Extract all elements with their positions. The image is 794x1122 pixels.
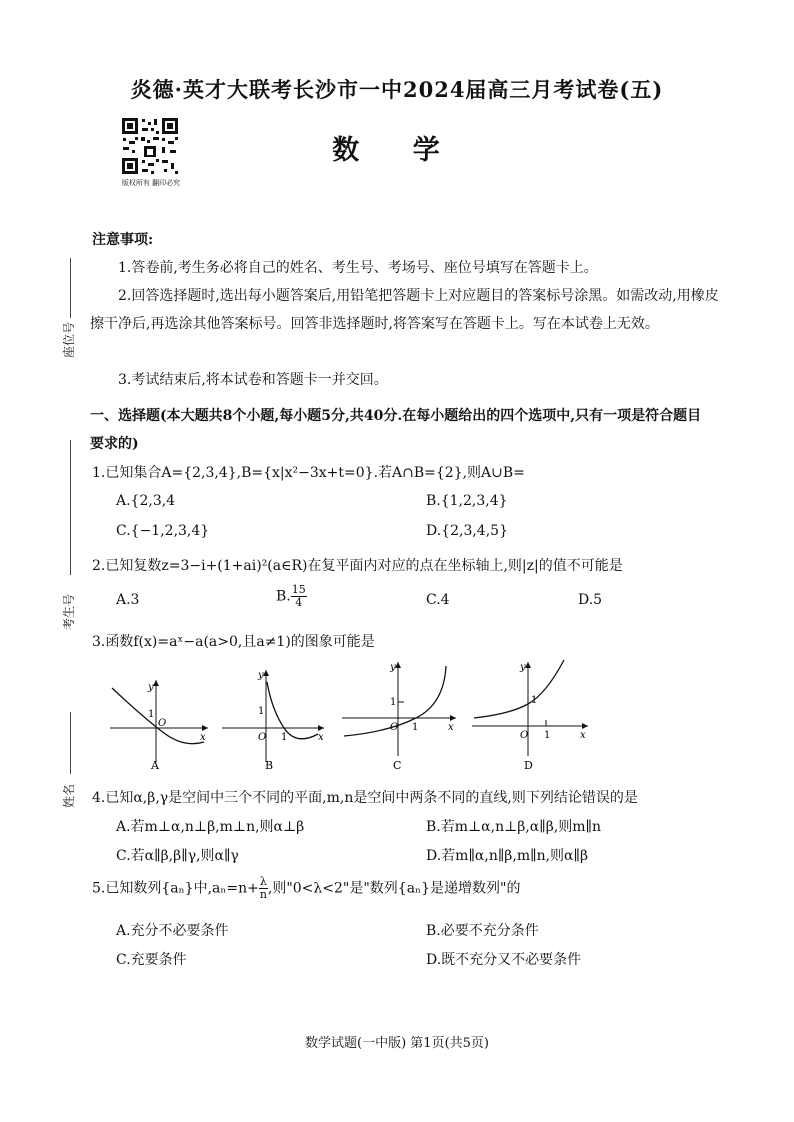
question-3-stem: 3.函数f(x)=aˣ−a(a>0,且a≠1)的图象可能是	[92, 634, 375, 650]
graph-d-label: D	[524, 759, 533, 770]
graph-b-x-label: x	[318, 732, 324, 743]
question-5-stem	[92, 876, 520, 901]
graph-d-y-arrow	[525, 662, 531, 668]
graph-d-x-label: x	[580, 730, 586, 741]
side-label-seat: 座位号	[62, 321, 76, 358]
q5-option-d: D.既不充分又不必要条件	[426, 952, 582, 968]
graph-a	[104, 670, 214, 770]
section-heading: 一、选择题(本大题共8个小题,每小题5分,共40分.在每小题给出的四个选项中,只有一项是符合题目要求的)	[90, 408, 702, 452]
q1-option-b: B.{1,2,3,4}	[426, 493, 508, 509]
q2-option-b	[276, 584, 307, 609]
graph-c-x-arrow	[450, 715, 456, 721]
graph-a-x-label: x	[200, 732, 206, 743]
graph-d	[468, 656, 592, 770]
q2-option-b-denominator: 4	[295, 596, 303, 609]
graph-d-curve	[474, 660, 564, 718]
q5-option-c: C.充要条件	[116, 952, 187, 968]
q1-option-a: A.{2,3,4	[116, 493, 176, 509]
graph-a-curve	[112, 688, 204, 744]
graph-c-x-one: 1	[412, 722, 419, 733]
graph-b-label: B	[265, 759, 274, 770]
q2-option-b-fraction	[291, 584, 307, 609]
q5-fraction-numerator: λ	[259, 875, 267, 888]
page-footer: 数学试题(一中版) 第1页(共5页)	[305, 1036, 489, 1051]
graph-c-y-label: y	[390, 662, 396, 673]
q5-fraction	[259, 876, 268, 901]
q4-option-b: B.若m⊥α,n⊥β,α∥β,则m∥n	[426, 819, 602, 835]
graph-d-y-label: y	[520, 662, 526, 673]
graph-c	[338, 656, 460, 770]
graph-d-origin: O	[520, 730, 529, 741]
question-4-stem: 4.已知α,β,γ是空间中三个不同的平面,m,n是空间中两条不同的直线,则下列结论错误的是	[92, 790, 638, 806]
q2-option-b-numerator: 15	[291, 583, 306, 596]
graph-b-one: 1	[258, 706, 265, 717]
q4-option-c: C.若α∥β,β∥γ,则α∥γ	[116, 848, 239, 864]
q2-option-a: A.3	[116, 592, 140, 608]
graph-b-y-arrow	[263, 670, 269, 676]
seat-line	[70, 258, 71, 318]
graph-a-x-arrow	[202, 725, 208, 731]
side-label-exam-no: 考生号	[62, 593, 76, 630]
q5-option-a: A.充分不必要条件	[116, 923, 229, 939]
q2-option-d: D.5	[578, 592, 603, 608]
subject-title: 数 学	[332, 135, 462, 166]
qr-caption: 版权所有 翻印必究	[121, 179, 181, 187]
q5-option-b: B.必要不充分条件	[426, 923, 539, 939]
q4-option-a: A.若m⊥α,n⊥β,m⊥n,则α⊥β	[116, 819, 305, 835]
q2-option-b-prefix: B.	[276, 588, 291, 605]
graph-d-x-arrow	[582, 723, 588, 729]
graph-c-one: 1	[390, 697, 397, 708]
side-label-name: 姓名	[62, 783, 76, 808]
graph-b-curve	[267, 682, 318, 739]
graph-b-x-one: 1	[281, 732, 288, 743]
question-1-stem: 1.已知集合A={2,3,4},B={x|x²−3x+t=0}.若A∩B={2},则A∪B=	[92, 465, 525, 481]
graph-d-x-one: 1	[544, 730, 551, 741]
graph-c-origin: O	[390, 722, 399, 733]
graph-a-y-label: y	[148, 682, 154, 693]
notice-item-2: 2.回答选择题时,选出每小题答案后,用铅笔把答题卡上对应题目的答案标号涂黑。如需改动,用橡皮擦干净后,再选涂其他答案标号。回答非选择题时,将答案写在答题卡上。写在本试卷上无效。	[90, 288, 719, 332]
graph-b-y-label: y	[258, 670, 264, 681]
question-2-stem: 2.已知复数z=3−i+(1+ai)²(a∈R)在复平面内对应的点在坐标轴上,则|z|的值不可能是	[92, 558, 623, 574]
q5-stem-pre: 5.已知数列{aₙ}中,aₙ=n+	[92, 880, 259, 897]
graph-b-x-arrow	[318, 725, 324, 731]
q1-option-c: C.{−1,2,3,4}	[116, 523, 210, 539]
notice-item-3: 3.考试结束后,将本试卷和答题卡一并交回。	[118, 372, 388, 388]
q5-fraction-denominator: n	[259, 888, 267, 901]
graph-a-label: A	[151, 759, 159, 770]
graph-d-one: 1	[531, 695, 538, 706]
graph-c-x-label: x	[448, 722, 454, 733]
q4-option-d: D.若m∥α,n∥β,m∥n,则α∥β	[426, 848, 589, 864]
exam-title: 炎德·英才大联考长沙市一中2024届高三月考试卷(五)	[130, 77, 664, 102]
notice-heading: 注意事项:	[92, 232, 154, 248]
exam-no-line	[70, 440, 71, 575]
graph-b-origin: O	[258, 732, 267, 743]
q5-stem-post: ,则"0<λ<2"是"数列{aₙ}是递增数列"的	[267, 880, 521, 897]
notice-item-1: 1.答卷前,考生务必将自己的姓名、考生号、考场号、座位号填写在答题卡上。	[118, 260, 598, 276]
q1-option-d: D.{2,3,4,5}	[426, 523, 508, 539]
graph-c-label: C	[393, 759, 402, 770]
graph-a-origin: O	[158, 718, 167, 729]
qr-code-icon	[120, 116, 180, 176]
graph-a-one: 1	[148, 709, 155, 720]
name-line	[70, 712, 71, 774]
graph-c-y-arrow	[395, 662, 401, 668]
graph-b	[218, 664, 328, 770]
q2-option-c: C.4	[426, 592, 450, 608]
graph-a-y-arrow	[153, 680, 159, 686]
